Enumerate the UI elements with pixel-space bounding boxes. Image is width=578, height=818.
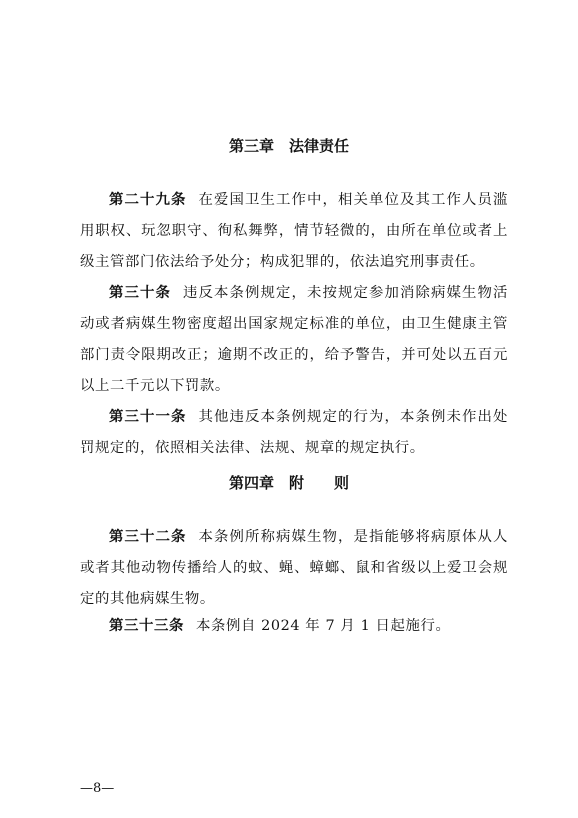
article-number: 第三十三条 [109, 618, 184, 634]
article-33 [80, 611, 508, 642]
chapter-title: 第三章 法律责任 [228, 137, 349, 155]
article-text: 本条例所称病媒生物，是指能够将病原体从人或者其他动物传播给人的蚊、蝇、蟑螂、鼠和省级以上爱卫会规定的其他病媒生物。 [80, 529, 508, 607]
chapter-title: 第四章 附 则 [228, 474, 349, 492]
article-number: 第三十一条 [109, 409, 187, 425]
page-number: —8— [80, 781, 115, 796]
article-29 [80, 185, 508, 278]
article-text: 违反本条例规定，未按规定参加消除病媒生物活动或者病媒生物密度超出国家规定标准的单位，由卫生健康主管部门责令限期改正；逾期不改正的，给予警告，并可处以五百元以上二千元以下罚款。 [80, 285, 508, 394]
article-number: 第三十二条 [109, 529, 187, 545]
article-number: 第二十九条 [109, 192, 187, 208]
article-text: 其他违反本条例规定的行为，本条例未作出处罚规定的，依照相关法律、法规、规章的规定执行。 [80, 409, 508, 456]
article-number: 第三十条 [109, 285, 171, 301]
article-text: 在爱国卫生工作中，相关单位及其工作人员滥用职权、玩忽职守、徇私舞弊，情节轻微的，由所在单位或者上级主管部门依法给予处分；构成犯罪的，依法追究刑事责任。 [80, 192, 508, 270]
article-text: 本条例自 2024 年 7 月 1 日起施行。 [195, 618, 451, 634]
article-30 [80, 278, 508, 402]
article-31 [80, 402, 508, 464]
article-32 [80, 522, 508, 615]
